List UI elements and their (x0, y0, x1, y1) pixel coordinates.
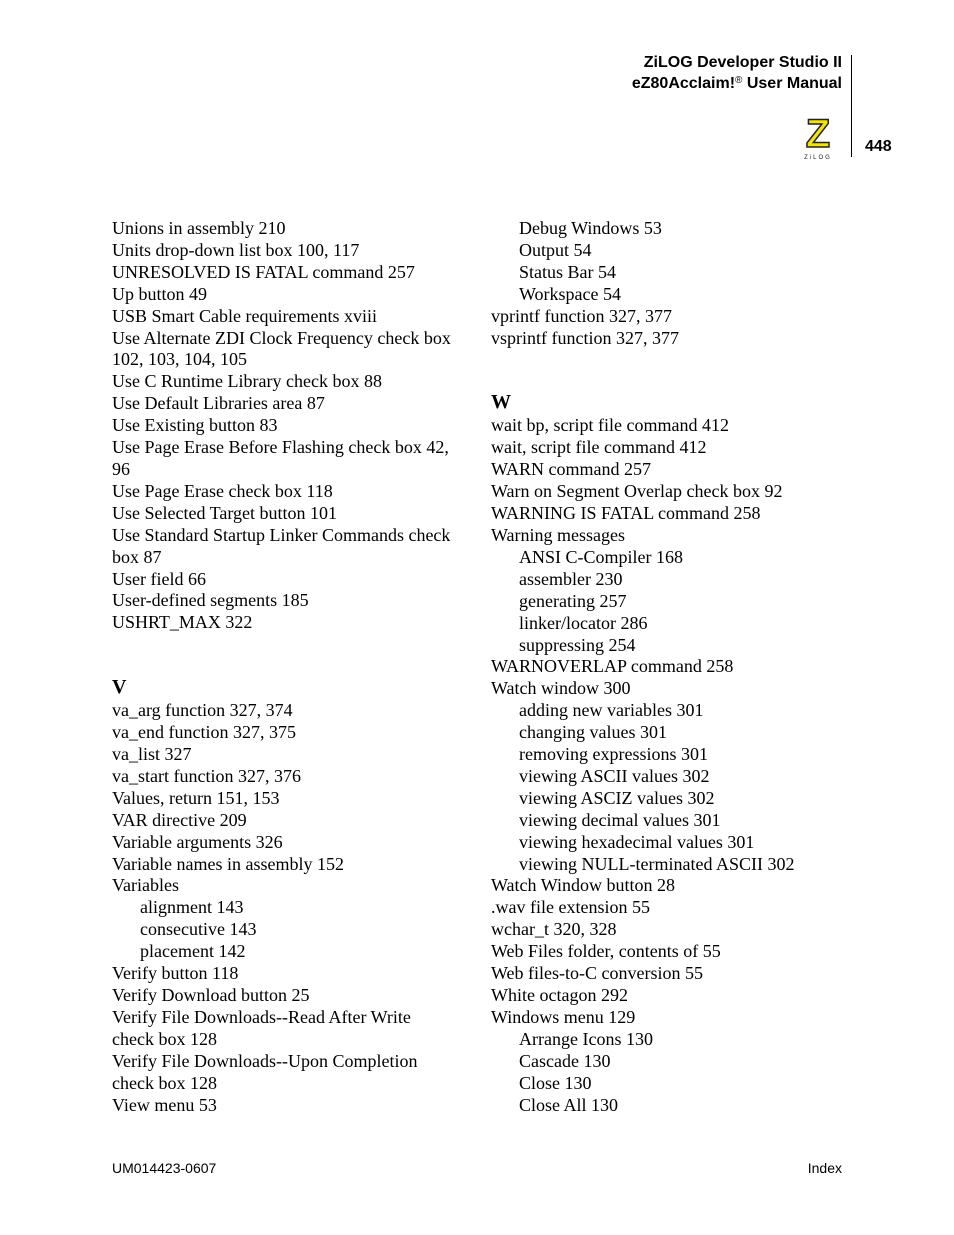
logo-letter: Z (805, 113, 831, 156)
index-entry: Variables (112, 875, 179, 896)
index-entry: User-defined segments 185 (112, 590, 309, 611)
index-entry: Verify button 118 (112, 963, 239, 984)
index-subentry: removing expressions 301 (519, 744, 708, 765)
index-entry: va_arg function 327, 374 (112, 700, 293, 721)
index-entry: WARN command 257 (491, 459, 651, 480)
index-entry: Web files-to-C conversion 55 (491, 963, 704, 984)
index-subentry: Output 54 (519, 239, 592, 260)
footer-document-id: UM014423-0607 (112, 1160, 217, 1176)
index-entry: Web Files folder, contents of 55 (491, 941, 721, 962)
index-entry: Use Default Libraries area 87 (112, 393, 325, 414)
index-left-column (112, 218, 463, 1116)
index-subentry: linker/locator 286 (519, 612, 648, 633)
index-entry: Use Page Erase Before Flashing check box 42, (112, 437, 449, 458)
running-header (632, 52, 842, 94)
index-entry: Variable names in assembly 152 (112, 853, 344, 874)
section-letter-w: W (491, 391, 511, 414)
index-entry-continuation: check box 128 (112, 1028, 217, 1049)
index-subentry: Debug Windows 53 (519, 218, 662, 238)
page-number: 448 (865, 138, 892, 155)
index-entry: Use C Runtime Library check box 88 (112, 371, 382, 392)
index-subentry: alignment 143 (140, 897, 244, 918)
index-entry: Up button 49 (112, 283, 208, 304)
view-menu-subentries (491, 218, 831, 349)
index-subentry: generating 257 (519, 590, 627, 611)
index-entry: Watch window 300 (491, 678, 631, 699)
index-subentry: assembler 230 (519, 568, 623, 589)
index-entry: Values, return 151, 153 (112, 787, 280, 808)
index-subentry: ANSI C-Compiler 168 (519, 546, 683, 567)
index-subentry: changing values 301 (519, 722, 667, 743)
index-entry-justified: Verify File Downloads--Upon Completion (112, 1050, 418, 1071)
index-subentry: Close All 130 (519, 1094, 619, 1115)
index-subentry: viewing ASCIZ values 302 (519, 787, 715, 808)
w-entries (491, 415, 831, 1116)
index-entry: View menu 53 (112, 1094, 217, 1115)
index-entry: wait bp, script file command 412 (491, 415, 729, 436)
index-subentry: Close 130 (519, 1072, 592, 1093)
index-entry-continuation: check box 128 (112, 1072, 217, 1093)
index-entry: Use Existing button 83 (112, 415, 278, 436)
header-product-title: ZiLOG Developer Studio II (643, 54, 842, 71)
index-entry: va_list 327 (112, 744, 192, 765)
index-entry: .wav file extension 55 (491, 897, 650, 918)
index-entry: WARNING IS FATAL command 258 (491, 503, 761, 524)
section-letter-v: V (112, 676, 127, 699)
footer-section-name: Index (807, 1160, 842, 1176)
index-entry: Windows menu 129 (491, 1006, 636, 1027)
index-entry: UNRESOLVED IS FATAL command 257 (112, 261, 415, 282)
index-entry: White octagon 292 (491, 985, 628, 1005)
index-entry: Use Page Erase check box 118 (112, 480, 333, 501)
index-entry: Verify Download button 25 (112, 985, 310, 1005)
index-entry: Use Alternate ZDI Clock Frequency check box (112, 327, 451, 348)
index-entry: VAR directive 209 (112, 809, 247, 830)
index-entry: USHRT_MAX 322 (112, 612, 253, 633)
index-entry: Watch Window button 28 (491, 875, 675, 896)
index-subentry: viewing ASCII values 302 (519, 765, 710, 786)
index-entry: User field 66 (112, 568, 206, 589)
index-entry-justified: Verify File Downloads--Read After Write (112, 1006, 411, 1027)
index-entry: Warn on Segment Overlap check box 92 (491, 481, 783, 502)
index-entry-continuation: 102, 103, 104, 105 (112, 349, 247, 370)
index-subentry: viewing decimal values 301 (519, 809, 721, 830)
index-entry: Unions in assembly 210 (112, 218, 286, 238)
v-entries (112, 700, 463, 1116)
index-subentry: viewing hexadecimal values 301 (519, 831, 755, 852)
header-divider (851, 55, 852, 157)
u-entries (112, 218, 463, 634)
index-entry: wchar_t 320, 328 (491, 919, 617, 940)
section-spacer (491, 349, 831, 389)
index-entry: Warning messages (491, 524, 626, 545)
index-entry-continuation: 96 (112, 458, 130, 479)
index-entry: va_end function 327, 375 (112, 722, 296, 743)
index-entry: vprintf function 327, 377 (491, 305, 672, 326)
zilog-logo (796, 113, 842, 161)
index-entry: USB Smart Cable requirements xviii (112, 305, 377, 326)
index-right-column (491, 218, 831, 1116)
index-subentry: adding new variables 301 (519, 700, 704, 721)
index-subentry: placement 142 (140, 941, 246, 962)
index-subentry: Workspace 54 (519, 283, 622, 304)
index-subentry: suppressing 254 (519, 634, 636, 655)
index-entry: wait, script file command 412 (491, 437, 707, 458)
index-subentry: viewing NULL-terminated ASCII 302 (519, 853, 795, 874)
index-subentry: consecutive 143 (140, 919, 257, 940)
logo-text: ZiLOG (804, 155, 832, 161)
index-entry: Use Selected Target button 101 (112, 502, 338, 523)
index-entry: Use Standard Startup Linker Commands check (112, 524, 451, 545)
index-entry-continuation: box 87 (112, 546, 162, 567)
header-manual-title: eZ80Acclaim!® User Manual (631, 75, 842, 92)
index-subentry: Status Bar 54 (519, 261, 616, 282)
index-entry: vsprintf function 327, 377 (491, 327, 679, 348)
index-subentry: Cascade 130 (519, 1050, 611, 1071)
index-entry: Variable arguments 326 (112, 831, 283, 852)
index-subentry: Arrange Icons 130 (519, 1028, 653, 1049)
section-spacer (112, 634, 463, 674)
index-entry: va_start function 327, 376 (112, 765, 301, 786)
index-entry: WARNOVERLAP command 258 (491, 656, 734, 677)
index-entry: Units drop-down list box 100, 117 (112, 239, 360, 260)
